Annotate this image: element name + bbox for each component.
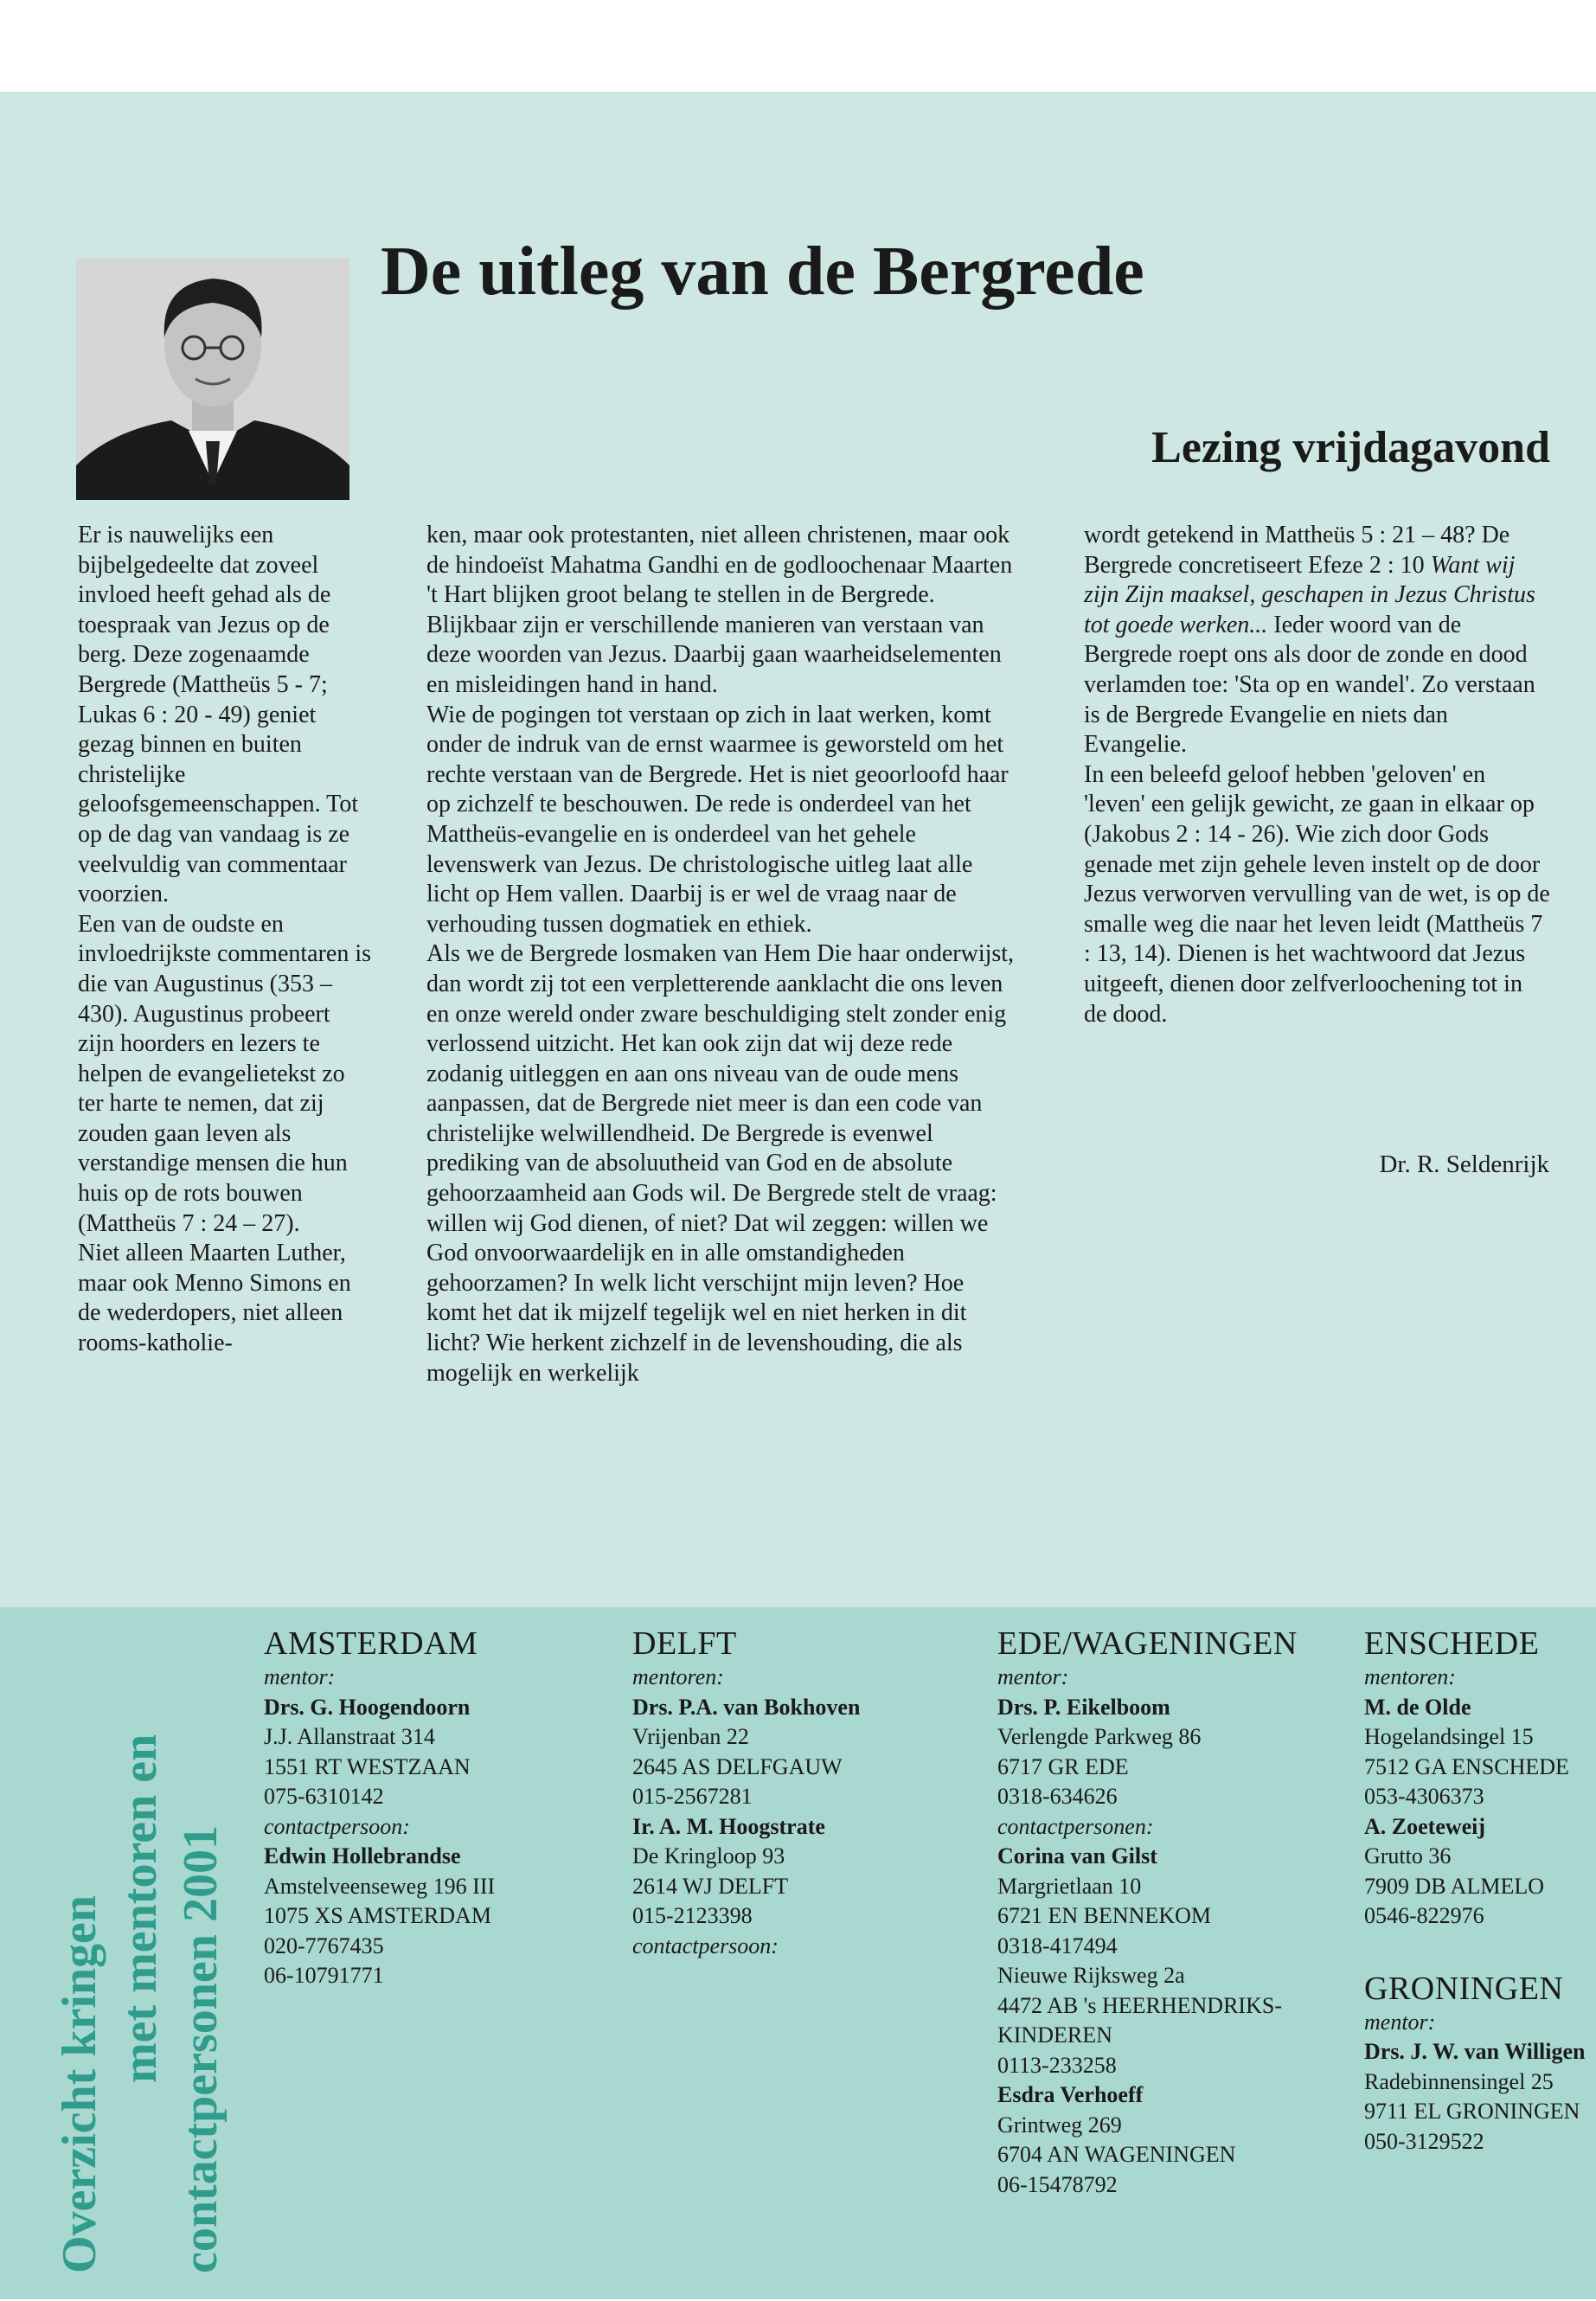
text-run: wordt getekend in Mattheüs 5 : 21 – 48? De Bergrede concretiseert Efeze 2 : 10: [1084, 522, 1510, 579]
phone-number: 0318-417494: [997, 1932, 1118, 1958]
role-label: mentor:: [1364, 2009, 1436, 2035]
contact-name: M. de Olde: [1364, 1694, 1471, 1720]
overview-line-1: Overzicht kringen: [53, 1894, 106, 2273]
contact-name: Drs. G. Hoogendoorn: [264, 1694, 471, 1720]
phone-number: 0113-233258: [997, 2052, 1117, 2078]
address-line: 1551 RT WESTZAAN: [264, 1753, 471, 1779]
phone-number: 06-10791771: [264, 1963, 384, 1988]
phone-number: 020-7767435: [264, 1932, 384, 1958]
phone-number: 075-6310142: [264, 1784, 384, 1809]
overview-heading: [42, 1616, 246, 2291]
article-column-1: [78, 521, 372, 1359]
contact-name: Drs. J. W. van Willigen: [1364, 2039, 1586, 2064]
contact-name: Drs. P. Eikelboom: [997, 1694, 1170, 1720]
contact-block-amsterdam: [264, 1625, 495, 1991]
contact-name: A. Zoeteweij: [1364, 1813, 1486, 1839]
phone-number: 0318-634626: [997, 1784, 1118, 1809]
overview-line-3: contactpersonen 2001: [174, 1825, 228, 2273]
contacts-band: [0, 1607, 1596, 2299]
address-line: Nieuwe Rijksweg 2a: [997, 1963, 1185, 1988]
address-line: J.J. Allanstraat 314: [264, 1724, 435, 1749]
phone-number: 015-2123398: [632, 1903, 753, 1928]
city-heading: AMSTERDAM: [264, 1625, 478, 1662]
phone-number: 06-15478792: [997, 2171, 1118, 2197]
address-line: 6721 EN BENNEKOM: [997, 1903, 1211, 1928]
role-label: mentor:: [264, 1664, 336, 1689]
role-label: contactpersoon:: [632, 1932, 779, 1958]
magazine-page: [0, 92, 1596, 2273]
address-line: Hogelandsingel 15: [1364, 1724, 1534, 1749]
text-run: Ieder woord van de Bergrede roept ons als door de zonde en dood verlamden toe: 'Sta op en wandel'. Zo verstaan is de Bergrede Evangelie en niets dan Evangelie.: [1084, 611, 1535, 759]
address-line: Radebinnensingel 25: [1364, 2068, 1554, 2094]
address-line: Margrietlaan 10: [997, 1873, 1142, 1899]
author-photo: [76, 258, 349, 500]
address-line: 4472 AB 's HEERHENDRIKS-: [997, 1992, 1282, 2018]
address-line: 1075 XS AMSTERDAM: [264, 1903, 491, 1928]
address-line: Verlengde Parkweg 86: [997, 1724, 1202, 1749]
paragraph: [1084, 521, 1551, 760]
contact-name: Corina van Gilst: [997, 1843, 1157, 1868]
article-subtitle: Lezing vrijdagavond: [1151, 423, 1550, 472]
city-heading: DELFT: [632, 1625, 737, 1662]
phone-number: 053-4306373: [1364, 1784, 1484, 1809]
spacer: [1364, 1932, 1586, 1970]
address-line: Vrijenban 22: [632, 1724, 749, 1749]
address-line: De Kringloop 93: [632, 1843, 785, 1868]
address-line: Amstelveenseweg 196 III: [264, 1873, 496, 1899]
article-column-3: [1084, 521, 1551, 1029]
bible-quote: Want wij zijn Zijn maaksel, geschapen in Jezus Christus tot goede werken...: [1084, 551, 1535, 638]
overview-line-2: met mentoren en: [113, 1734, 167, 2083]
address-line: 2645 AS DELFGAUW: [632, 1753, 843, 1779]
address-line: 2614 WJ DELFT: [632, 1873, 789, 1899]
address-line: KINDEREN: [997, 2022, 1112, 2048]
phone-number: 050-3129522: [1364, 2128, 1484, 2154]
address-line: 7909 DB ALMELO: [1364, 1873, 1544, 1899]
paragraph: Wie de pogingen tot verstaan op zich in laat werken, komt onder de indruk van de ernst waarmee is geworsteld om het rechte verstaan van de Bergrede. Het is niet geoorloofd haar op zichzelf te beschouwen. De rede is onderdeel van het Mattheüs-evangelie en is onderdeel van het gehele levenswerk van Jezus. De christologische uitleg laat alle licht op Hem vallen. Daarbij is er wel de vraag naar de verhouding tussen dogmatiek en ethiek.: [426, 701, 1009, 938]
address-line: 7512 GA ENSCHEDE: [1364, 1753, 1569, 1779]
contact-name: Esdra Verhoeff: [997, 2082, 1144, 2107]
contact-name: Edwin Hollebrandse: [264, 1843, 461, 1868]
paragraph: Een van de oudste en invloedrijkste commentaren is die van Augustinus (353 – 430). Augustinus probeert zijn hoorders en lezers te helpen de evangelietekst zo ter harte te nemen, dat zij zouden gaan leven als verstandige mensen die hun huis op de rots bouwen (Mattheüs 7 : 24 – 27).: [78, 910, 372, 1237]
city-heading: GRONINGEN: [1364, 1970, 1564, 2007]
paragraph: In een beleefd geloof hebben 'geloven' en 'leven' een gelijk gewicht, ze gaan in elkaar op (Jakobus 2 : 14 - 26). Wie zich door Gods genade met zijn gehele leven instelt op de door Jezus verworven vervulling van de wet, is op de smalle weg die naar het leven leidt (Mattheüs 7 : 13, 14). Dienen is het wachtwoord dat Jezus uitgeeft, dienen door zelfverloochening tot in de dood.: [1084, 760, 1550, 1028]
address-line: 9711 EL GRONINGEN: [1364, 2099, 1580, 2124]
contact-block-delft: [632, 1625, 860, 1961]
article-title: De uitleg van de Bergrede: [381, 234, 1144, 310]
portrait-image: [76, 258, 349, 500]
address-line: 6717 GR EDE: [997, 1753, 1129, 1779]
paragraph: Niet alleen Maarten Luther, maar ook Menno Simons en de wederdopers, niet alleen rooms-katholie-: [78, 1240, 351, 1357]
paragraph: ken, maar ook protestanten, niet alleen christenen, maar ook de hindoeïst Mahatma Gandhi en de godloochenaar Maarten 't Hart blijken groot belang te stellen in de Bergrede. Blijkbaar zijn er verschillende manieren van verstaan van deze woorden van Jezus. Daarbij gaan waarheidselementen en misleidingen hand in hand.: [426, 522, 1013, 698]
role-label: mentoren:: [632, 1664, 724, 1689]
role-label: contactpersoon:: [264, 1813, 410, 1839]
contact-block-ede-wageningen: [997, 1625, 1298, 2200]
role-label: contactpersonen:: [997, 1813, 1154, 1839]
city-heading: ENSCHEDE: [1364, 1625, 1540, 1662]
role-label: mentoren:: [1364, 1664, 1456, 1689]
contact-block-enschede-groningen: [1364, 1625, 1586, 2157]
paragraph: Er is nauwelijks een bijbelgedeelte dat zoveel invloed heeft gehad als de toespraak van Jezus op de berg. Deze zogenaamde Bergrede (Mattheüs 5 - 7; Lukas 6 : 20 - 49) geniet gezag binnen en buiten christelijke geloofsgemeenschappen. Tot op de dag van vandaag is ze veelvuldig van commentaar voorzien.: [78, 522, 359, 908]
city-heading: EDE/WAGENINGEN: [997, 1625, 1298, 1662]
address-line: Grintweg 269: [997, 2112, 1122, 2138]
paragraph: Als we de Bergrede losmaken van Hem Die haar onderwijst, dan wordt zij tot een verpletterende aanklacht die ons leven en onze wereld onder zware beschuldiging stelt zonder enig verlossend uitzicht. Het kan ook zijn dat wij deze rede zodanig uitleggen en aan ons niveau van de oude mens aanpassen, dat de Bergrede niet meer is dan een code van christelijke welwillendheid. De Bergrede is evenwel prediking van de absoluutheid van God en de absolute gehoorzaamheid aan Gods wil. De Bergrede stelt de vraag: willen wij God dienen, of niet? Dat wil zeggen: willen we God onvoorwaardelijk en in alle omstandigheden gehoorzamen? In welk licht verschijnt mijn leven? Hoe komt het dat ik mijzelf tegelijk wel en niet herken in dit licht? Wie herkent zichzelf in de levenshouding, die als mogelijk en werkelijk: [426, 940, 1015, 1387]
role-label: mentor:: [997, 1664, 1069, 1689]
address-line: Grutto 36: [1364, 1843, 1452, 1868]
address-line: 6704 AN WAGENINGEN: [997, 2142, 1236, 2167]
contact-name: Drs. P.A. van Bokhoven: [632, 1694, 861, 1720]
contact-name: Ir. A. M. Hoogstrate: [632, 1813, 825, 1839]
article-column-2: [426, 521, 1015, 1388]
phone-number: 0546-822976: [1364, 1903, 1484, 1928]
phone-number: 015-2567281: [632, 1784, 753, 1809]
author-signature: Dr. R. Seldenrijk: [1379, 1150, 1549, 1178]
